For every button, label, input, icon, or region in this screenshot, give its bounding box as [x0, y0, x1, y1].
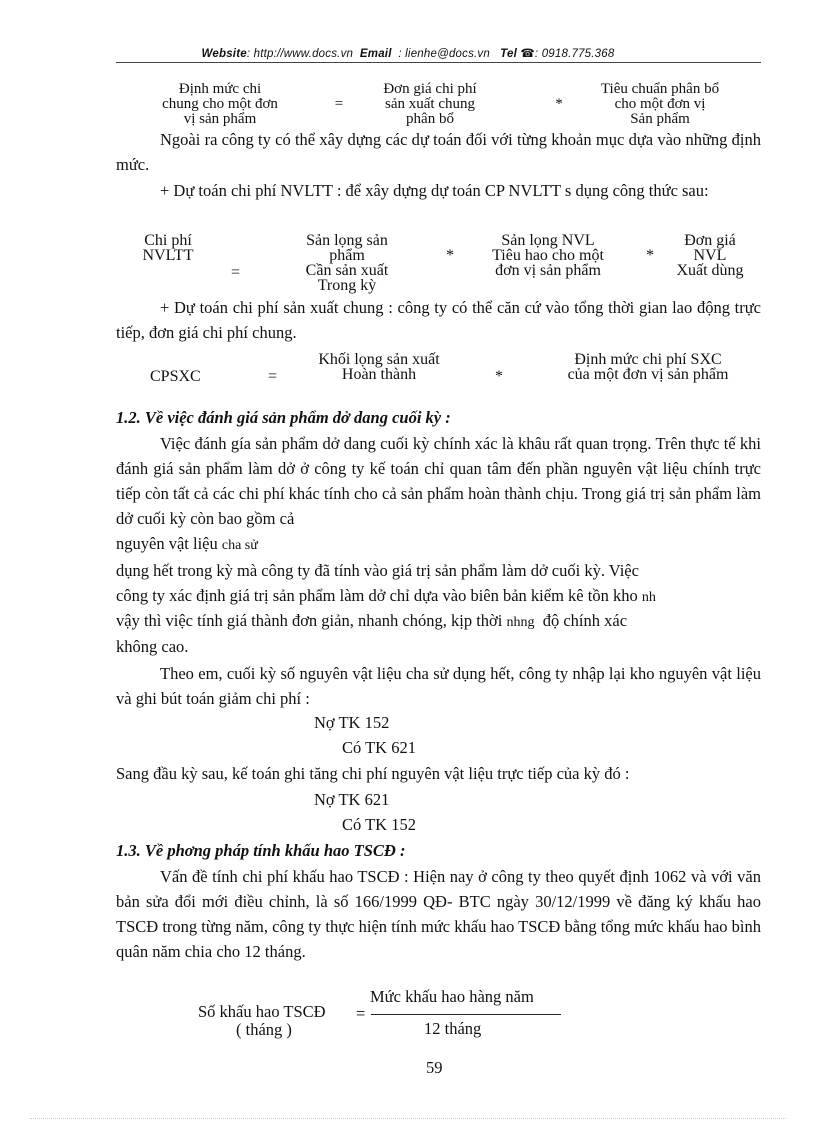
formula1-left: Định mức chi chung cho một đơn vị sản phẩm: [162, 81, 278, 127]
formula4-fraction-bar: [371, 1014, 561, 1015]
formula4-denominator: 12 tháng: [424, 1019, 482, 1038]
paragraph-6: Theo em, cuối kỳ số nguyên vật liệu cha sử dụng hết, công ty nhập lại kho nguyên vật liệu và ghi bút toán giảm chi phí :: [116, 664, 761, 708]
journal-credit-2: Có TK 152: [342, 815, 416, 834]
formula3-right: Định mức chi phí SXC của một đơn vị sản phẩm: [567, 351, 729, 383]
paragraph-3: + Dự toán chi phí sản xuất chung : công ty có thể căn cứ vào tổng thời gian lao động trực tiếp, đơn giá chi phí chung.: [116, 298, 761, 342]
paragraph-2: + Dự toán chi phí NVLTT : để xây dựng dự toán CP NVLTT s dụng công thức sau:: [160, 181, 709, 200]
paragraph-5-line-4: không cao.: [116, 637, 189, 656]
tel-value: : 0918.775.368: [534, 48, 615, 60]
formula2-multiply-2: *: [646, 247, 654, 264]
tel-label: Tel: [500, 48, 517, 60]
formula1-equals: =: [334, 96, 344, 112]
formula4-left-1: Số khấu hao TSCĐ: [198, 1002, 326, 1021]
heading-1-2: 1.2. Về việc đánh giá sản phẩm dở dang cuối kỳ :: [116, 408, 451, 427]
journal-debit-2: Nợ TK 621: [314, 790, 390, 809]
formula2-col3: Sản lọng NVL Tiêu hao cho một đơn vị sản phẩm: [492, 232, 604, 279]
paragraph-5-line-3: vậy thì việc tính giá thành đơn giản, nhanh chóng, kịp thời nhng độ chính xác: [116, 611, 628, 630]
paragraph-4: Việc đánh gía sản phẩm dở dang cuối kỳ chính xác là khâu rất quan trọng. Trên thực tế khi đánh giá sản phẩm làm dở ở công ty kế toán chỉ quan tâm đến phần nguyên vật liệu chính trực tiếp còn tất cả các chi phí khác tính cho cả sản phẩm hoàn thành chịu. Trong giá trị sản phẩm làm dở cuối kỳ còn bao gồm cả nguyên vật liệu cha sử: [116, 434, 761, 553]
formula3-multiply: *: [495, 368, 503, 385]
header-rule: [116, 62, 761, 63]
formula4-left-2: ( tháng ): [236, 1020, 292, 1039]
paragraph-5-line-1: dụng hết trong kỳ mà công ty đã tính vào giá trị sản phẩm làm dở cuối kỳ. Việc: [116, 561, 639, 580]
page-header: [0, 46, 816, 60]
formula4-equals: =: [356, 1004, 366, 1023]
formula2-col2: Sản lọng sản phẩm Cần sản xuất Trong kỳ: [305, 232, 389, 294]
email-label: Email: [359, 48, 392, 60]
heading-1-3: 1.3. Về phơng pháp tính khấu hao TSCĐ :: [116, 841, 406, 860]
formula2-equals: =: [231, 264, 241, 281]
formula2-col4: Đơn giá NVL Xuất dùng: [676, 232, 744, 279]
paragraph-7: Sang đầu kỳ sau, kế toán ghi tăng chi phí nguyên vật liệu trực tiếp của kỳ đó :: [116, 764, 630, 783]
formula2-col1: Chi phí NVLTT: [142, 232, 194, 264]
formula3-mid: Khối lọng sản xuất Hoàn thành: [318, 351, 440, 383]
formula2-multiply-1: *: [446, 247, 454, 264]
formula3-left: CPSXC: [150, 368, 201, 385]
page-number: 59: [426, 1058, 443, 1077]
website-value: : http://www.docs.vn: [246, 48, 354, 60]
bottom-dotted-rule: [30, 1118, 786, 1119]
paragraph-8: Vấn đề tính chi phí khấu hao TSCĐ : Hiện nay ở công ty theo quyết định 1062 và với văn bản sửa đổi mới điều chỉnh, là số 166/1999 QĐ- BTC ngày 30/12/1999 về đăng ký khấu hao TSCĐ trong từng năm, công ty thực hiện tính mức khấu hao TSCĐ bằng tổng mức khấu hao bình quân năm chia cho 12 tháng.: [116, 867, 761, 961]
phone-icon: ☎: [520, 48, 535, 60]
formula1-multiply: *: [555, 96, 563, 112]
formula3-equals: =: [268, 368, 278, 385]
formula1-right: Tiêu chuẩn phân bổ cho một đơn vị Sản phẩm: [600, 81, 720, 127]
email-value: : lienhe@docs.vn: [398, 48, 490, 60]
paragraph-1: Ngoài ra công ty có thể xây dựng các dự toán đối với từng khoản mục dựa vào những định mức.: [116, 130, 761, 174]
formula1-mid: Đơn giá chi phí sản xuất chung phân bổ: [383, 81, 477, 127]
paragraph-5-line-2: công ty xác định giá trị sản phẩm làm dở chỉ dựa vào biên bản kiểm kê tồn kho nh: [116, 586, 656, 605]
journal-debit-1: Nợ TK 152: [314, 713, 390, 732]
formula4-numerator: Mức khấu hao hàng năm: [370, 987, 534, 1006]
journal-credit-1: Có TK 621: [342, 738, 416, 757]
website-label: Website: [201, 48, 247, 60]
